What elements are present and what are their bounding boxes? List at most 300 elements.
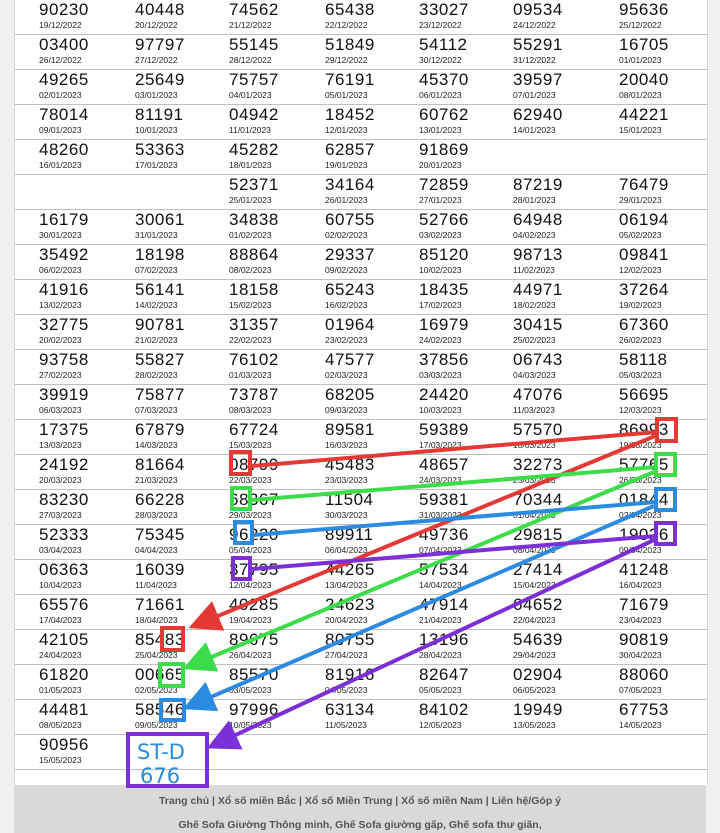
result-cell xyxy=(619,350,714,381)
result-date: 05/04/2023 xyxy=(229,545,272,555)
result-number: 44971 xyxy=(513,280,563,299)
result-cell xyxy=(229,70,324,101)
result-date: 03/05/2023 xyxy=(229,685,272,695)
result-number: 47076 xyxy=(513,385,563,404)
result-date: 26/12/2022 xyxy=(39,55,82,65)
result-date: 13/01/2023 xyxy=(419,125,462,135)
table-row xyxy=(15,0,707,35)
result-number: 61820 xyxy=(39,665,89,684)
result-number: 65576 xyxy=(39,595,89,614)
table-row xyxy=(15,525,707,560)
result-number: 89581 xyxy=(325,420,375,439)
result-cell xyxy=(419,700,514,731)
result-number: 71679 xyxy=(619,595,669,614)
result-number: 87219 xyxy=(513,175,563,194)
result-number: 48657 xyxy=(419,455,469,474)
result-cell xyxy=(325,595,420,626)
result-date: 07/05/2023 xyxy=(619,685,662,695)
result-date: 15/02/2023 xyxy=(229,300,272,310)
result-number: 88864 xyxy=(229,245,279,264)
result-cell xyxy=(229,175,324,206)
result-date: 06/03/2023 xyxy=(39,405,82,415)
result-cell xyxy=(39,700,134,731)
result-number: 53363 xyxy=(135,140,185,159)
result-date: 26/03/2023 xyxy=(619,475,662,485)
result-number: 56141 xyxy=(135,280,185,299)
result-date: 08/02/2023 xyxy=(229,265,272,275)
result-cell xyxy=(39,140,134,171)
result-date: 04/03/2023 xyxy=(513,370,556,380)
result-cell xyxy=(325,455,420,486)
result-number: 37856 xyxy=(419,350,469,369)
result-date: 12/01/2023 xyxy=(325,125,368,135)
result-cell xyxy=(325,35,420,66)
result-number: 01964 xyxy=(325,315,375,334)
result-date: 25/04/2023 xyxy=(135,650,178,660)
result-cell xyxy=(325,315,420,346)
result-date: 31/03/2023 xyxy=(419,510,462,520)
result-date: 21/03/2023 xyxy=(135,475,178,485)
result-date: 14/04/2023 xyxy=(419,580,462,590)
result-date: 14/05/2023 xyxy=(619,720,662,730)
result-number: 81664 xyxy=(135,455,185,474)
result-date: 23/12/2022 xyxy=(419,20,462,30)
result-cell xyxy=(513,35,608,66)
result-number: 55291 xyxy=(513,35,563,54)
result-cell xyxy=(39,490,134,521)
result-cell xyxy=(419,420,514,451)
table-row xyxy=(15,210,707,245)
result-cell xyxy=(419,665,514,696)
result-date: 19/01/2023 xyxy=(325,160,368,170)
result-cell xyxy=(619,315,714,346)
result-number: 19949 xyxy=(513,700,563,719)
result-number: 30415 xyxy=(513,315,563,334)
result-number: 08799 xyxy=(229,455,279,474)
result-cell xyxy=(419,350,514,381)
result-date: 24/12/2022 xyxy=(513,20,556,30)
result-number: 90230 xyxy=(39,0,89,19)
result-number: 75757 xyxy=(229,70,279,89)
result-number: 16039 xyxy=(135,560,185,579)
footer-nav-links[interactable]: Trang chủ | Xổ số miền Bắc | Xổ số Miền Trung | Xổ số miền Nam | Liên hệ/Góp ý xyxy=(158,795,562,807)
result-date: 06/04/2023 xyxy=(325,545,368,555)
result-date: 19/03/2023 xyxy=(619,440,662,450)
result-cell xyxy=(229,350,324,381)
result-date: 27/04/2023 xyxy=(325,650,368,660)
result-cell xyxy=(419,35,514,66)
result-cell xyxy=(325,665,420,696)
result-date: 31/12/2022 xyxy=(513,55,556,65)
result-cell xyxy=(135,315,230,346)
result-number: 49265 xyxy=(39,70,89,89)
table-row xyxy=(15,420,707,455)
result-number: 67879 xyxy=(135,420,185,439)
result-cell xyxy=(419,0,514,31)
result-number: 19026 xyxy=(619,525,669,544)
result-number: 68205 xyxy=(325,385,375,404)
result-number: 76102 xyxy=(229,350,279,369)
result-date: 22/03/2023 xyxy=(229,475,272,485)
result-number: 58118 xyxy=(619,350,668,369)
result-number: 06194 xyxy=(619,210,669,229)
result-cell xyxy=(419,280,514,311)
result-date: 15/05/2023 xyxy=(39,755,82,765)
result-number: 97996 xyxy=(229,700,279,719)
result-cell xyxy=(513,455,608,486)
result-date: 13/03/2023 xyxy=(39,440,82,450)
result-cell xyxy=(39,735,134,766)
result-cell xyxy=(229,420,324,451)
result-cell xyxy=(39,350,134,381)
result-number: 76479 xyxy=(619,175,669,194)
result-date: 23/04/2023 xyxy=(619,615,662,625)
result-date: 09/05/2023 xyxy=(135,720,178,730)
result-date: 28/03/2023 xyxy=(135,510,178,520)
result-cell xyxy=(229,700,324,731)
result-date: 18/04/2023 xyxy=(135,615,178,625)
result-cell xyxy=(619,245,714,276)
result-cell xyxy=(229,595,324,626)
std-label-line1: ST-D xyxy=(137,740,185,764)
result-cell xyxy=(135,350,230,381)
result-number: 66228 xyxy=(135,490,185,509)
result-date: 24/04/2023 xyxy=(39,650,82,660)
result-date: 06/05/2023 xyxy=(513,685,556,695)
result-number: 85120 xyxy=(419,245,469,264)
result-date: 28/04/2023 xyxy=(419,650,462,660)
table-row xyxy=(15,490,707,525)
result-number: 54112 xyxy=(419,35,468,54)
result-date: 30/03/2023 xyxy=(325,510,368,520)
result-date: 26/02/2023 xyxy=(619,335,662,345)
result-number: 09841 xyxy=(619,245,669,264)
result-date: 11/05/2023 xyxy=(325,720,367,730)
result-cell xyxy=(619,490,714,521)
result-number: 16179 xyxy=(39,210,89,229)
result-cell xyxy=(619,595,714,626)
result-cell xyxy=(39,385,134,416)
result-number: 59381 xyxy=(419,490,469,509)
result-cell xyxy=(39,665,134,696)
table-row xyxy=(15,385,707,420)
results-rows xyxy=(15,0,707,770)
result-number: 91869 xyxy=(419,140,469,159)
result-number: 09534 xyxy=(513,0,563,19)
result-cell xyxy=(229,245,324,276)
result-number: 37795 xyxy=(229,560,279,579)
result-cell xyxy=(513,315,608,346)
result-date: 01/04/2023 xyxy=(513,510,556,520)
result-number: 49736 xyxy=(419,525,469,544)
result-date: 27/02/2023 xyxy=(39,370,82,380)
result-cell xyxy=(229,0,324,31)
result-cell xyxy=(619,420,714,451)
result-cell xyxy=(39,315,134,346)
result-number: 57570 xyxy=(513,420,563,439)
result-cell xyxy=(513,665,608,696)
result-number: 70344 xyxy=(513,490,563,509)
result-date: 09/03/2023 xyxy=(325,405,368,415)
result-cell xyxy=(619,70,714,101)
result-date: 02/02/2023 xyxy=(325,230,368,240)
result-number: 31357 xyxy=(229,315,279,334)
result-cell xyxy=(135,420,230,451)
result-number: 11504 xyxy=(325,490,374,509)
result-number: 60755 xyxy=(325,210,375,229)
result-cell xyxy=(229,35,324,66)
result-number: 44265 xyxy=(325,560,375,579)
result-number: 01844 xyxy=(619,490,669,509)
result-cell xyxy=(229,385,324,416)
result-number: 40448 xyxy=(135,0,185,19)
result-date: 20/03/2023 xyxy=(39,475,82,485)
result-date: 24/03/2023 xyxy=(419,475,462,485)
result-cell xyxy=(229,665,324,696)
result-number: 06363 xyxy=(39,560,89,579)
result-date: 20/12/2022 xyxy=(135,20,178,30)
result-date: 04/01/2023 xyxy=(229,90,272,100)
result-number: 60762 xyxy=(419,105,469,124)
result-number: 32775 xyxy=(39,315,89,334)
result-cell xyxy=(419,490,514,521)
result-date: 10/04/2023 xyxy=(39,580,82,590)
table-row xyxy=(15,700,707,735)
result-date: 20/02/2023 xyxy=(39,335,82,345)
result-date: 12/02/2023 xyxy=(619,265,662,275)
result-date: 17/01/2023 xyxy=(135,160,178,170)
result-cell xyxy=(135,700,230,731)
result-number: 84102 xyxy=(419,700,469,719)
result-date: 03/04/2023 xyxy=(39,545,82,555)
result-cell xyxy=(619,560,714,591)
result-date: 07/03/2023 xyxy=(135,405,178,415)
result-cell xyxy=(39,35,134,66)
result-date: 18/01/2023 xyxy=(229,160,272,170)
result-number: 41248 xyxy=(619,560,669,579)
result-cell xyxy=(135,560,230,591)
result-date: 14/01/2023 xyxy=(513,125,556,135)
result-date: 02/01/2023 xyxy=(39,90,82,100)
result-cell xyxy=(135,280,230,311)
result-cell xyxy=(419,595,514,626)
result-cell xyxy=(619,385,714,416)
result-date: 15/03/2023 xyxy=(229,440,272,450)
result-date: 03/01/2023 xyxy=(135,90,178,100)
result-number: 00665 xyxy=(135,665,185,684)
result-date: 15/04/2023 xyxy=(513,580,556,590)
result-date: 28/12/2022 xyxy=(229,55,272,65)
result-date: 25/12/2022 xyxy=(619,20,662,30)
result-cell xyxy=(39,70,134,101)
result-date: 06/02/2023 xyxy=(39,265,82,275)
result-number: 98713 xyxy=(513,245,563,264)
result-cell xyxy=(419,525,514,556)
result-number: 39597 xyxy=(513,70,563,89)
result-cell xyxy=(419,315,514,346)
result-cell xyxy=(39,560,134,591)
result-cell xyxy=(39,595,134,626)
result-number: 55145 xyxy=(229,35,279,54)
result-date: 27/01/2023 xyxy=(419,195,462,205)
result-number: 57765 xyxy=(619,455,669,474)
table-row xyxy=(15,35,707,70)
result-number: 24192 xyxy=(39,455,89,474)
result-cell xyxy=(325,0,420,31)
result-number: 71661 xyxy=(135,595,185,614)
result-date: 04/04/2023 xyxy=(135,545,178,555)
result-number: 52766 xyxy=(419,210,469,229)
result-cell xyxy=(39,0,134,31)
result-number: 30061 xyxy=(135,210,185,229)
result-cell xyxy=(135,595,230,626)
result-date: 19/02/2023 xyxy=(619,300,662,310)
result-number: 57534 xyxy=(419,560,469,579)
result-cell xyxy=(619,210,714,241)
result-number: 64948 xyxy=(513,210,563,229)
result-date: 12/04/2023 xyxy=(229,580,272,590)
result-date: 08/04/2023 xyxy=(513,545,556,555)
result-number: 80755 xyxy=(325,630,375,649)
result-cell xyxy=(619,665,714,696)
result-date: 14/02/2023 xyxy=(135,300,178,310)
table-row xyxy=(15,560,707,595)
result-date: 18/03/2023 xyxy=(513,440,556,450)
result-number: 29815 xyxy=(513,525,563,544)
result-number: 90781 xyxy=(135,315,185,334)
result-cell xyxy=(513,490,608,521)
result-number: 39919 xyxy=(39,385,89,404)
result-date: 07/04/2023 xyxy=(419,545,462,555)
result-date: 02/04/2023 xyxy=(619,510,662,520)
result-date: 19/12/2022 xyxy=(39,20,82,30)
result-cell xyxy=(229,560,324,591)
std-label-line2: 676 xyxy=(140,764,181,788)
result-date: 01/02/2023 xyxy=(229,230,272,240)
table-row xyxy=(15,315,707,350)
result-number: 90819 xyxy=(619,630,669,649)
result-cell xyxy=(229,140,324,171)
result-date: 09/02/2023 xyxy=(325,265,368,275)
result-number: 75877 xyxy=(135,385,185,404)
result-cell xyxy=(135,35,230,66)
result-number: 81916 xyxy=(325,665,375,684)
result-date: 05/03/2023 xyxy=(619,370,662,380)
result-cell xyxy=(619,525,714,556)
result-cell xyxy=(419,70,514,101)
result-cell xyxy=(325,700,420,731)
result-number: 63134 xyxy=(325,700,375,719)
result-number: 58546 xyxy=(135,700,185,719)
result-number: 82647 xyxy=(419,665,469,684)
result-number: 67360 xyxy=(619,315,669,334)
result-cell xyxy=(619,0,714,31)
result-date: 03/02/2023 xyxy=(419,230,462,240)
result-date: 19/04/2023 xyxy=(229,615,272,625)
result-number: 06743 xyxy=(513,350,563,369)
result-cell xyxy=(135,0,230,31)
result-cell xyxy=(229,455,324,486)
result-number: 47914 xyxy=(419,595,469,614)
result-date: 10/02/2023 xyxy=(419,265,462,275)
result-number: 24623 xyxy=(325,595,375,614)
result-cell xyxy=(325,525,420,556)
result-cell xyxy=(39,245,134,276)
result-date: 04/02/2023 xyxy=(513,230,556,240)
result-number: 20040 xyxy=(619,70,669,89)
result-number: 37264 xyxy=(619,280,669,299)
result-cell xyxy=(619,630,714,661)
result-number: 51849 xyxy=(325,35,375,54)
result-cell xyxy=(619,105,714,136)
result-cell xyxy=(619,455,714,486)
result-number: 67753 xyxy=(619,700,669,719)
result-cell xyxy=(135,105,230,136)
footer-ads-line[interactable]: Ghế Sofa Giường Thông minh, Ghế Sofa giường gấp, Ghế sofa thư giãn, xyxy=(178,819,542,831)
result-number: 76191 xyxy=(325,70,375,89)
result-number: 75345 xyxy=(135,525,185,544)
result-date: 18/02/2023 xyxy=(513,300,556,310)
result-number: 34164 xyxy=(325,175,375,194)
result-cell xyxy=(229,490,324,521)
result-cell xyxy=(513,595,608,626)
result-date: 27/12/2022 xyxy=(135,55,178,65)
result-date: 08/03/2023 xyxy=(229,405,272,415)
result-number: 24420 xyxy=(419,385,469,404)
result-number: 64652 xyxy=(513,595,563,614)
result-number: 13196 xyxy=(419,630,469,649)
result-date: 17/02/2023 xyxy=(419,300,462,310)
result-date: 25/02/2023 xyxy=(513,335,556,345)
result-date: 04/05/2023 xyxy=(325,685,368,695)
result-number: 52333 xyxy=(39,525,89,544)
table-row xyxy=(15,140,707,175)
result-cell xyxy=(135,245,230,276)
result-cell xyxy=(39,525,134,556)
result-number: 97797 xyxy=(135,35,185,54)
result-number: 02904 xyxy=(513,665,563,684)
result-cell xyxy=(39,420,134,451)
result-number: 18198 xyxy=(135,245,185,264)
result-number: 89911 xyxy=(325,525,374,544)
result-cell xyxy=(325,630,420,661)
result-number: 83230 xyxy=(39,490,89,509)
result-number: 27414 xyxy=(513,560,563,579)
result-cell xyxy=(513,0,608,31)
table-row xyxy=(15,595,707,630)
table-row xyxy=(15,245,707,280)
result-date: 22/02/2023 xyxy=(229,335,272,345)
result-number: 59389 xyxy=(419,420,469,439)
result-date: 16/03/2023 xyxy=(325,440,368,450)
result-date: 13/05/2023 xyxy=(513,720,556,730)
result-number: 44481 xyxy=(39,700,89,719)
result-date: 01/01/2023 xyxy=(619,55,662,65)
result-cell xyxy=(39,210,134,241)
result-cell xyxy=(419,105,514,136)
result-date: 27/03/2023 xyxy=(39,510,82,520)
result-number: 96220 xyxy=(229,525,279,544)
result-date: 13/04/2023 xyxy=(325,580,368,590)
result-number: 18158 xyxy=(229,280,279,299)
result-date: 08/05/2023 xyxy=(39,720,82,730)
table-row xyxy=(15,455,707,490)
result-cell xyxy=(135,70,230,101)
result-number: 18452 xyxy=(325,105,375,124)
result-number: 04942 xyxy=(229,105,279,124)
result-date: 30/01/2023 xyxy=(39,230,82,240)
result-date: 25/01/2023 xyxy=(229,195,272,205)
